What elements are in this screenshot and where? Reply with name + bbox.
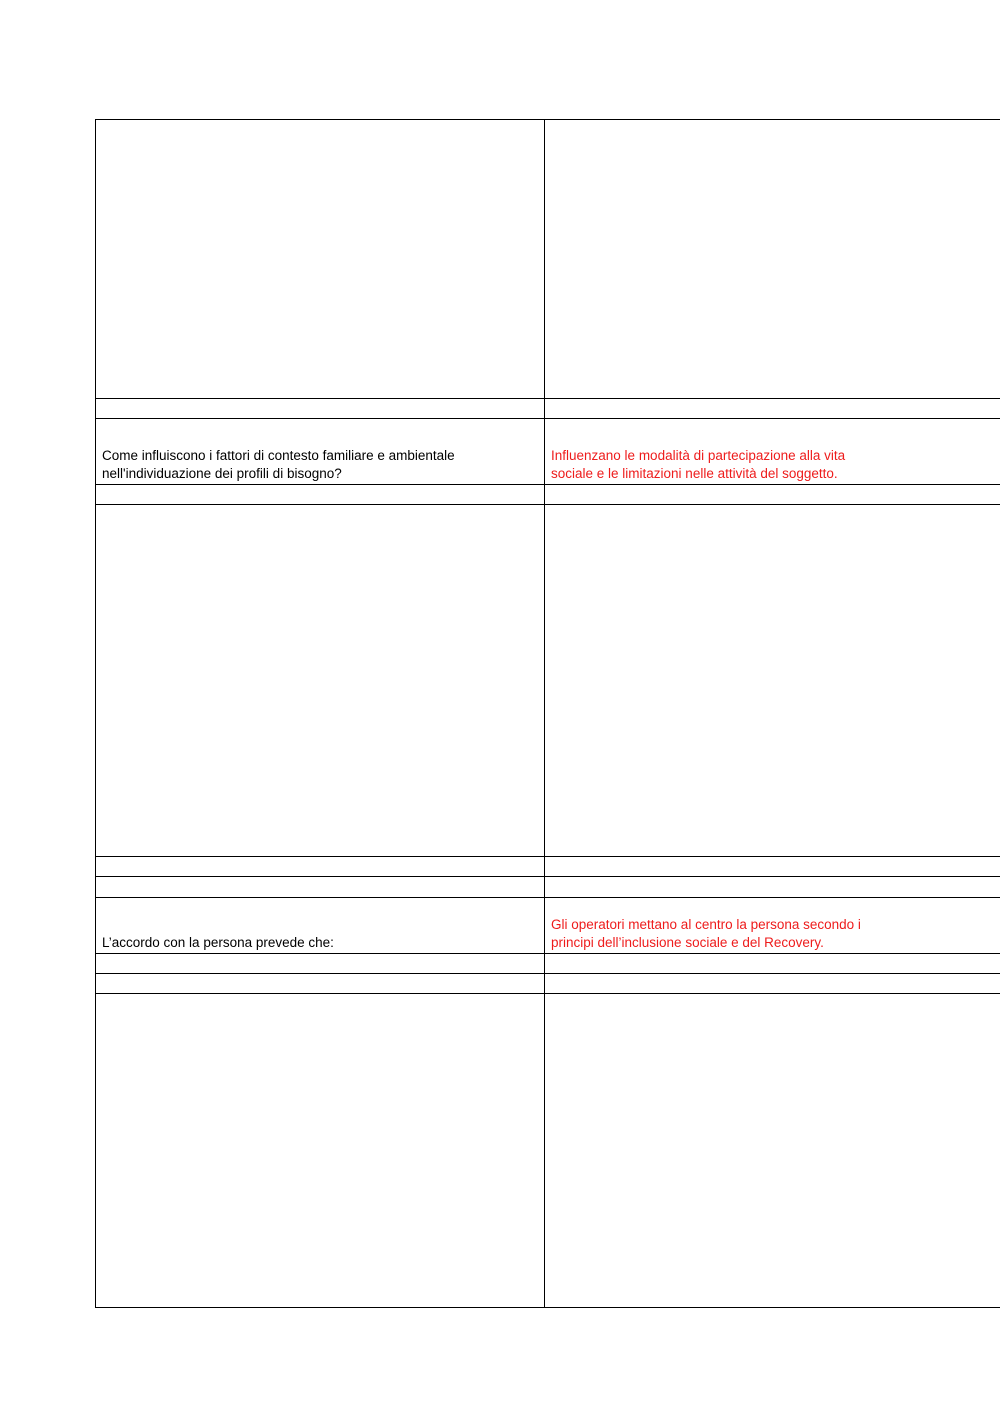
table-row [96, 857, 1000, 877]
answer-cell[interactable]: Gli operatori mettano al centro la persona secondo i principi dell’inclusione sociale e del Recovery. [545, 898, 1000, 954]
answer-cell[interactable] [545, 120, 1000, 399]
table-row [96, 120, 1000, 399]
table-row [96, 974, 1000, 994]
answer-cell[interactable]: Influenzano le modalità di partecipazione alla vita sociale e le limitazioni nelle attività del soggetto. [545, 419, 1000, 485]
table-row [96, 419, 1000, 485]
question-cell[interactable]: L’accordo con la persona prevede che: [96, 898, 545, 954]
answer-cell[interactable] [545, 857, 1000, 877]
answer-cell[interactable] [545, 954, 1000, 974]
question-cell[interactable] [96, 877, 545, 898]
answer-cell[interactable] [545, 974, 1000, 994]
question-cell[interactable] [96, 485, 545, 505]
question-cell[interactable] [96, 994, 545, 1308]
answer-cell[interactable] [545, 994, 1000, 1308]
table-row [96, 954, 1000, 974]
answer-cell[interactable] [545, 399, 1000, 419]
question-answer-table [95, 119, 1000, 1308]
question-cell[interactable] [96, 954, 545, 974]
question-cell[interactable] [96, 120, 545, 399]
table-row [96, 994, 1000, 1308]
answer-cell[interactable] [545, 485, 1000, 505]
table-row [96, 898, 1000, 954]
table-row [96, 485, 1000, 505]
question-cell[interactable] [96, 505, 545, 857]
answer-cell[interactable] [545, 505, 1000, 857]
question-cell[interactable] [96, 399, 545, 419]
answer-cell[interactable] [545, 877, 1000, 898]
table-row [96, 505, 1000, 857]
spreadsheet-page [95, 119, 1000, 1307]
table-row [96, 399, 1000, 419]
table-row [96, 877, 1000, 898]
question-cell[interactable] [96, 857, 545, 877]
question-cell[interactable]: Come influiscono i fattori di contesto familiare e ambientale nell'individuazione dei profili di bisogno? [96, 419, 545, 485]
question-cell[interactable] [96, 974, 545, 994]
